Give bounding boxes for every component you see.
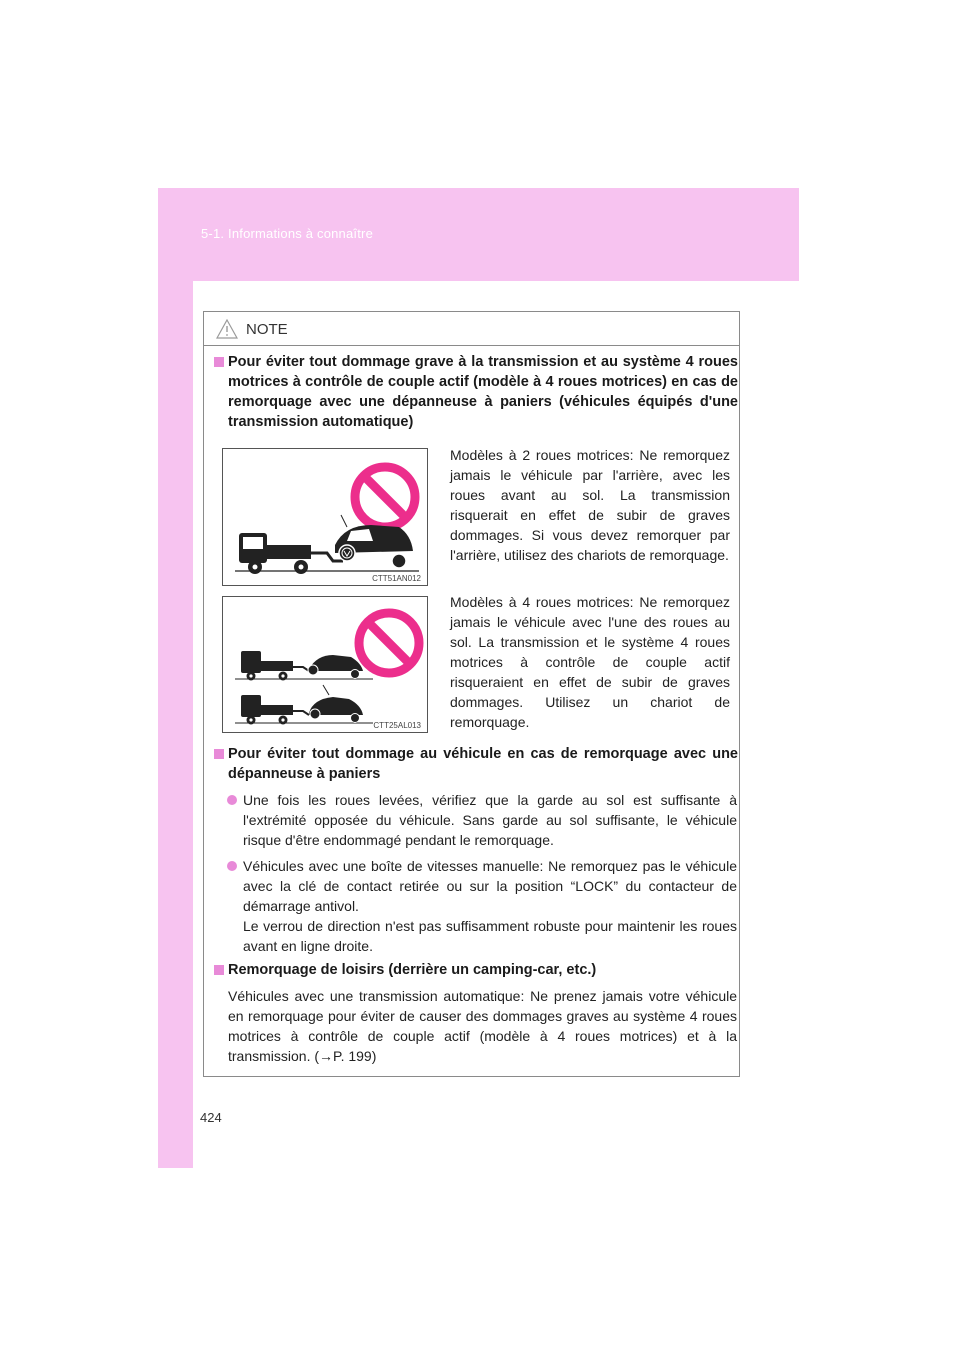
figure-2-text: Modèles à 4 roues motrices: Ne remorquez jamais le véhicule avec l'une des roues au sol. La transmission et le système 4 roues motrices à contrôle de couple actif risqueraient en effet de subir de graves dommages. Utilisez un chariot de remorquage. (450, 594, 730, 730)
figure-4wd-towing (222, 596, 428, 733)
section-header: 5-1. Informations à connaître (201, 226, 374, 241)
list-item-continuation: Le verrou de direction n'est pas suffisamment robuste pour maintenir les roues avant en ligne droite. (243, 918, 737, 954)
figure-code: CTT51AN012 (372, 574, 421, 583)
list-item: Véhicules avec une boîte de vitesses manuelle: Ne remorquez pas le véhicule avec la clé de contact retirée ou sur la position “LOCK” du contacteur de démarrage antivol. (227, 856, 737, 916)
figure-2wd-towing (222, 448, 428, 586)
section-heading: Remorquage de loisirs (derrière un camping-car, etc.) (214, 960, 738, 980)
square-bullet-icon (214, 749, 224, 759)
arrow-icon: → (319, 1048, 334, 1064)
side-margin-strip (158, 188, 193, 1168)
list-item: Une fois les roues levées, vérifiez que la garde au sol est suffisante à l'extrémité opposée du véhicule. Sans garde au sol suffisante, le véhicule risque d'être endommagé pendant le remorquage. (227, 790, 737, 850)
note-header (216, 316, 288, 342)
section-heading: Pour éviter tout dommage au véhicule en cas de remorquage avec une dépanneuse à paniers (214, 744, 738, 784)
tow-truck-illustration (223, 597, 427, 732)
page-reference-link[interactable]: P. 199 (333, 1048, 372, 1064)
note-box (203, 311, 740, 1077)
section-heading: Pour éviter tout dommage grave à la transmission et au système 4 roues motrices à contrôle de couple actif (modèle à 4 roues motrices) en cas de remorquage avec une dépanneuse à paniers (véhicules équipés d'une transmission automatique) (214, 352, 738, 432)
figure-code: CTT25AL013 (373, 721, 421, 730)
figure-1-text: Modèles à 2 roues motrices: Ne remorquez jamais le véhicule par l'arrière, avec les roues avant au sol. La transmission risquerait en effet de subir de graves dommages. Si vous devez remorquer par l'arrière, utilisez des chariots de remorquage. (450, 447, 730, 563)
square-bullet-icon (214, 357, 224, 367)
tow-truck-illustration (223, 449, 427, 585)
note-divider (204, 345, 739, 346)
round-bullet-icon (227, 861, 237, 871)
note-title: NOTE (246, 320, 288, 338)
round-bullet-icon (227, 795, 237, 805)
warning-triangle-icon (216, 319, 238, 339)
recreational-towing-text: Véhicules avec une transmission automatique: Ne prenez jamais votre véhicule en remorquage pour éviter de causer des dommages graves au système 4 roues motrices à contrôle de couple actif (modèle à 4 roues motrices) et à la transmission. (→P. 199) (228, 988, 737, 1064)
square-bullet-icon (214, 965, 224, 975)
page-number: 424 (200, 1110, 222, 1125)
